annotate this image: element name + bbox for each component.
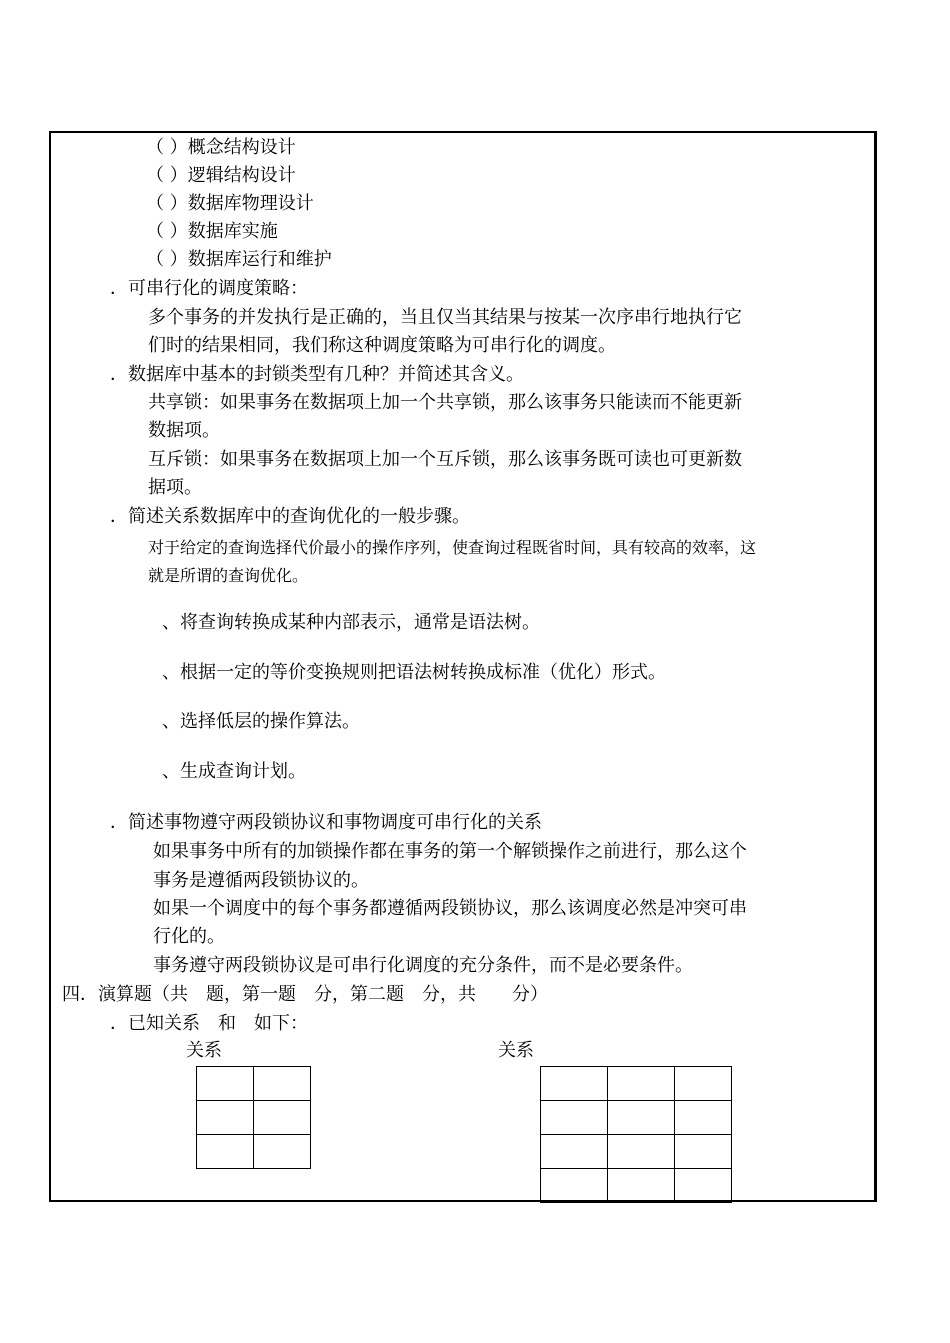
table-row: [197, 1135, 311, 1169]
answer-line: 多个事务的并发执行是正确的，当且仅当其结果与按某一次序串行地执行它: [148, 307, 742, 328]
relation-b-label: 关系: [498, 1040, 534, 1061]
question-serializable-title: ．可串行化的调度策略：: [110, 278, 308, 299]
table-row: [541, 1135, 732, 1169]
table-cell: [541, 1067, 608, 1101]
answer-line: 就是所谓的查询优化。: [148, 566, 309, 585]
table-cell: [675, 1135, 732, 1169]
table-cell: [675, 1169, 732, 1203]
answer-line: 事务遵守两段锁协议是可串行化调度的充分条件，而不是必要条件。: [153, 955, 693, 976]
relation-b-table: [540, 1066, 732, 1203]
design-option-implementation: （ ）数据库实施: [146, 221, 278, 242]
table-row: [197, 1101, 311, 1135]
table-cell: [541, 1169, 608, 1203]
table-cell: [608, 1169, 675, 1203]
table-cell: [675, 1101, 732, 1135]
question-relations-title: ．已知关系 和 如下：: [110, 1013, 308, 1034]
answer-line: 据项。: [148, 477, 202, 498]
table-cell: [197, 1067, 254, 1101]
table-cell: [608, 1135, 675, 1169]
optimization-step: 、选择低层的操作算法。: [162, 711, 360, 732]
design-option-physical: （ ）数据库物理设计: [146, 193, 314, 214]
optimization-step: 、生成查询计划。: [162, 761, 306, 782]
answer-line: 如果事务中所有的加锁操作都在事务的第一个解锁操作之前进行，那么这个: [153, 841, 747, 862]
design-option-logical: （ ）逻辑结构设计: [146, 165, 296, 186]
answer-line: 对于给定的查询选择代价最小的操作序列，使查询过程既省时间，具有较高的效率，这: [148, 538, 757, 557]
answer-line: 互斥锁：如果事务在数据项上加一个互斥锁，那么该事务既可读也可更新数: [148, 449, 742, 470]
answer-line: 们时的结果相同，我们称这种调度策略为可串行化的调度。: [148, 335, 616, 356]
design-option-conceptual: （ ）概念结构设计: [146, 137, 296, 158]
relation-a-label: 关系: [186, 1040, 222, 1061]
table-cell: [675, 1067, 732, 1101]
table-cell: [608, 1101, 675, 1135]
answer-line: 如果一个调度中的每个事务都遵循两段锁协议，那么该调度必然是冲突可串: [153, 898, 747, 919]
table-cell: [254, 1067, 311, 1101]
answer-line: 共享锁：如果事务在数据项上加一个共享锁，那么该事务只能读而不能更新: [148, 392, 742, 413]
question-locks-title: ．数据库中基本的封锁类型有几种？并简述其含义。: [110, 364, 524, 385]
table-cell: [541, 1101, 608, 1135]
table-row: [541, 1169, 732, 1203]
design-option-maintenance: （ ）数据库运行和维护: [146, 249, 332, 270]
question-optimization-title: ．简述关系数据库中的查询优化的一般步骤。: [110, 506, 470, 527]
optimization-step: 、根据一定的等价变换规则把语法树转换成标准（优化）形式。: [162, 662, 666, 683]
table-cell: [254, 1135, 311, 1169]
table-row: [541, 1101, 732, 1135]
answer-line: 行化的。: [153, 926, 225, 947]
table-cell: [541, 1135, 608, 1169]
table-row: [541, 1067, 732, 1101]
answer-line: 事务是遵循两段锁协议的。: [153, 870, 369, 891]
relation-a-table: [196, 1066, 311, 1169]
table-row: [197, 1067, 311, 1101]
table-cell: [197, 1101, 254, 1135]
table-cell: [254, 1101, 311, 1135]
answer-line: 数据项。: [148, 420, 220, 441]
table-cell: [608, 1067, 675, 1101]
table-cell: [197, 1135, 254, 1169]
question-two-phase-title: ．简述事物遵守两段锁协议和事物调度可串行化的关系: [110, 812, 542, 833]
section-four-title: 四．演算题（共 题，第一题 分，第二题 分，共 分）: [62, 984, 548, 1005]
optimization-step: 、将查询转换成某种内部表示，通常是语法树。: [162, 612, 540, 633]
